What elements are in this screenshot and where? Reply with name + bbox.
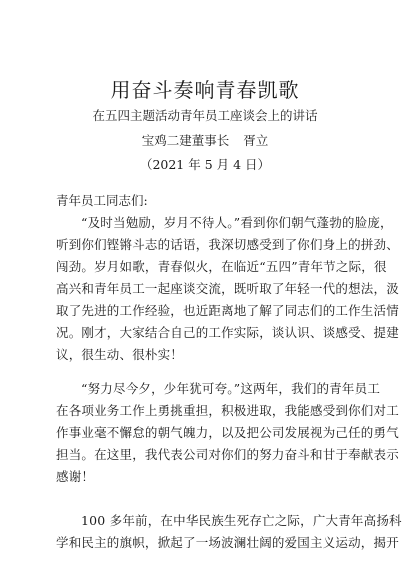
document-title: 用奋斗奏响青春凯歌	[110, 78, 300, 102]
paragraph-line: “努力尽今夕，少年犹可夸。”这两年，我们的青年员工	[81, 381, 381, 396]
paragraph-line: 取了先进的工作经验，也近距离地了解了同志们的工作生活情	[56, 303, 399, 318]
speaker-name: 胥立	[243, 133, 269, 148]
paragraph-line: 100 多年前，在中华民族生死存亡之际，广大青年高扬科	[81, 513, 402, 528]
paragraph-1	[56, 212, 399, 366]
greeting: 青年员工同志们:	[56, 193, 148, 208]
paragraph-line: 议，很生动、很朴实！	[56, 347, 184, 362]
speech-date: （2021 年 5 月 4 日）	[139, 157, 271, 172]
paragraph-line: 高兴和青年员工一起座谈交流，既听取了年轻一代的想法，汲	[56, 281, 399, 296]
paragraph-line: 在各项业务工作上勇挑重担，积极进取，我能感受到你们对工	[56, 403, 399, 418]
paragraph-3	[56, 510, 402, 554]
document-subtitle: 在五四主题活动青年员工座谈会上的讲话	[92, 108, 318, 123]
paragraph-line: 况。刚才，大家结合自己的工作实际，谈认识、谈感受、提建	[56, 325, 399, 340]
paragraph-line: 学和民主的旗帜，掀起了一场波澜壮阔的爱国主义运动，揭开	[56, 535, 399, 550]
paragraph-line: 听到你们铿锵斗志的话语，我深切感受到了你们身上的拼劲、	[56, 237, 399, 252]
paragraph-line: 担当。在这里，我代表公司对你们的努力奋斗和甘于奉献表示	[56, 447, 399, 462]
paragraph-line: 感谢！	[56, 469, 95, 484]
paragraph-line: 闯劲。岁月如歌，青春似火，在临近“五四”青年节之际，很	[56, 259, 387, 274]
speaker-role: 宝鸡二建董事长	[141, 133, 230, 148]
paragraph-2	[56, 378, 399, 488]
speaker-line	[0, 133, 410, 149]
paragraph-line: 作事业毫不懈怠的朝气魄力，以及把公司发展视为己任的勇气	[56, 425, 399, 440]
paragraph-line: “及时当勉励，岁月不待人。”看到你们朝气蓬勃的脸庞，	[81, 215, 393, 230]
